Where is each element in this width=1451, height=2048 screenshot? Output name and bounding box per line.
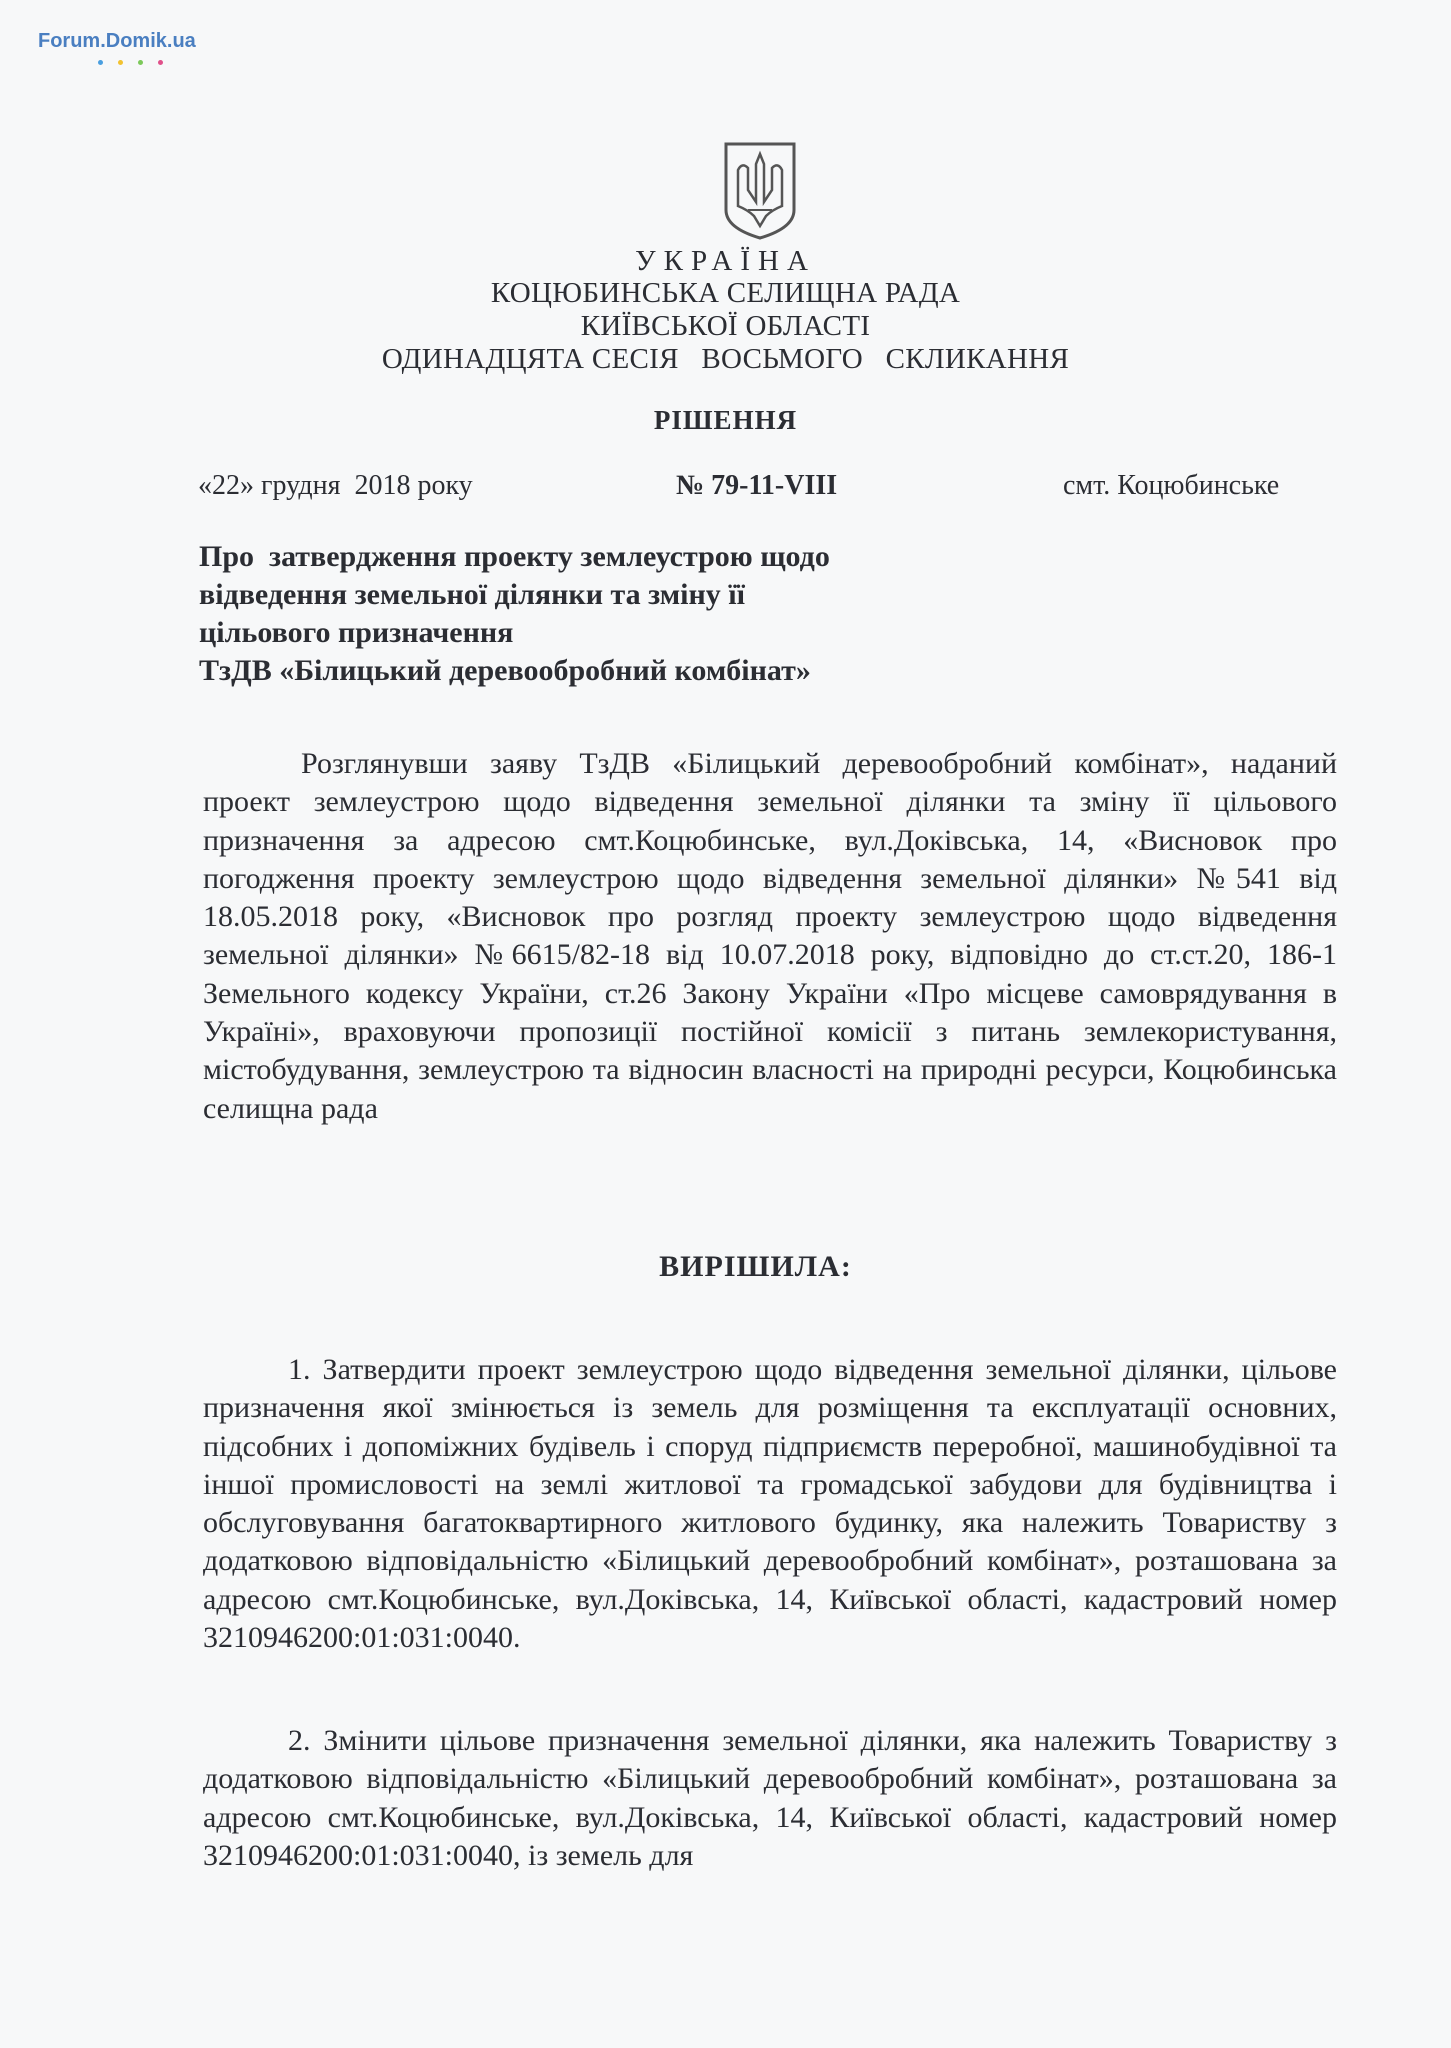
header-region: КИЇВСЬКОЇ ОБЛАСТІ (580, 310, 871, 342)
subject-line-1: Про затвердження проекту землеустрою щодо (199, 540, 830, 573)
item-1: 1. Затвердити проект землеустрою щодо відведення земельної ділянки, цільове призначення якої змінюється із земель для розміщення та експлуатації основних, підсобних і допоміжних будівель і споруд підприємств переробної, машинобудівної та іншої промисловості на землі житлової та громадської забудови для будівництва і обслуговування багатоквартирного житлового будинку, яка належить Товариству з додатковою відповідальністю «Білицький деревообробний комбінат», розташована за адресою смт.Коцюбинське, вул.Доківська, 14, Київської області, кадастровий номер 3210946200:01:031:0040. (203, 1353, 1337, 1655)
watermark-dots (98, 60, 178, 68)
decision-subject (199, 538, 830, 690)
forum-watermark (38, 30, 196, 53)
item-2: 2. Змінити цільове призначення земельної ділянки, яка належить Товариству з додатковою відповідальністю «Білицький деревообробний комбінат», розташована за адресою смт.Коцюбинське, вул.Доківська, 14, Київської області, кадастровий номер 3210946200:01:031:0040, із земель для (203, 1724, 1337, 1872)
decision-number: № 79-11-VIII (676, 470, 838, 501)
subject-line-3: цільового призначення (199, 616, 514, 649)
subject-line-2: відведення земельної ділянки та зміну її (199, 578, 745, 611)
header-council: КОЦЮБИНСЬКА СЕЛИЩНА РАДА (490, 277, 961, 309)
watermark-text: Forum.Domik.ua (38, 30, 196, 52)
resolved-heading: ВИРІШИЛА: (659, 1250, 852, 1283)
preamble-paragraph: Розглянувши заяву ТзДВ «Білицький деревообробний комбінат», наданий проект землеустрою щодо відведення земельної ділянки та зміну її цільового призначення за адресою смт.Коцюбинське, вул.Доківська, 14, «Висновок про погодження проекту землеустрою щодо відведення земельної ділянки» №541 від 18.05.2018 року, «Висновок про розгляд проекту землеустрою щодо відведення земельної ділянки» №6615/82-18 від 10.07.2018 року, відповідно до ст.ст.20, 186-1 Земельного кодексу України, ст.26 Закону України «Про місцеве самоврядування в Україні», враховуючи пропозиції постійної комісії з питань землекористування, містобудування, землеустрою та відносин власності на природні ресурси, Коцюбинська селищна рада (203, 747, 1337, 1125)
subject-line-4: ТзДВ «Білицький деревообробний комбінат» (199, 654, 811, 687)
trident-emblem-icon (720, 140, 800, 240)
decision-date: «22» грудня 2018 року (198, 470, 473, 501)
decision-place: смт. Коцюбинське (1063, 470, 1280, 501)
header-country: УКРАЇНА (635, 245, 816, 277)
decision-title: РІШЕННЯ (653, 405, 798, 435)
header-session: ОДИНАДЦЯТА СЕСІЯ ВОСЬМОГО СКЛИКАННЯ (381, 343, 1070, 375)
